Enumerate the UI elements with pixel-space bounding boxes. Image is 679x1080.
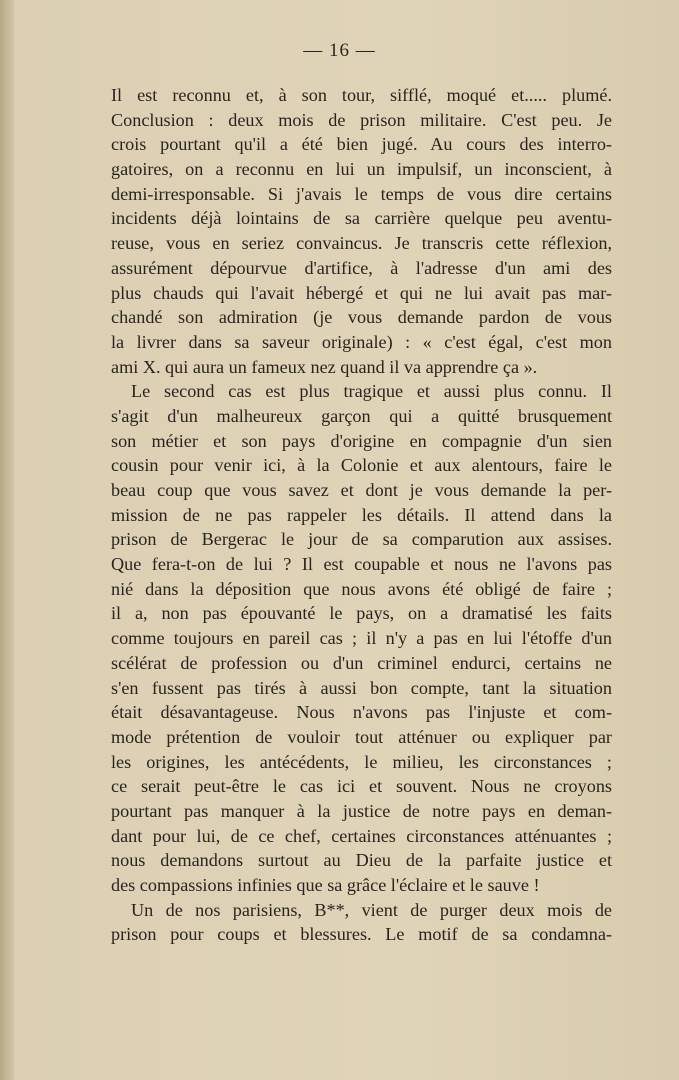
- text-line: incidents déjà lointains de sa carrière quelque peu aventu-: [111, 208, 612, 229]
- text-line: s'en fussent pas tirés à aussi bon compte, tant la situation: [111, 677, 612, 698]
- text-line: nous demandons surtout au Dieu de la parfaite justice et: [111, 850, 612, 871]
- text-line: Que fera-t-on de lui ? Il est coupable et nous ne l'avons pas: [111, 554, 612, 575]
- text-line: reuse, vous en seriez convaincus. Je transcris cette réflexion,: [111, 233, 612, 254]
- text-line: les origines, les antécédents, le milieu, les circonstances ;: [111, 751, 612, 772]
- text-line: crois pourtant qu'il a été bien jugé. Au cours des interro-: [111, 134, 612, 155]
- text-line: ami X. qui aura un fameux nez quand il va apprendre ça ».: [111, 356, 538, 377]
- text-line: Conclusion : deux mois de prison militaire. C'est peu. Je: [111, 109, 612, 130]
- text-line: chandé son admiration (je vous demande pardon de vous: [111, 307, 612, 328]
- text-line: demi-irresponsable. Si j'avais le temps de vous dire certains: [111, 183, 612, 204]
- text-line: dant pour lui, de ce chef, certaines circonstances atténuantes ;: [111, 825, 612, 846]
- text-line: Il est reconnu et, à son tour, sifflé, moqué et..... plumé.: [111, 85, 612, 105]
- text-line: gatoires, on a reconnu en lui un impulsif, un inconscient, à: [111, 159, 612, 180]
- text-line: mode prétention de vouloir tout atténuer ou expliquer par: [111, 726, 612, 747]
- text-line: était désavantageuse. Nous n'avons pas l'injuste et com-: [111, 702, 612, 723]
- text-line: scélérat de profession ou d'un criminel endurci, certains ne: [111, 652, 612, 673]
- text-line: des compassions infinies que sa grâce l'éclaire et le sauve !: [111, 875, 540, 895]
- text-line: son métier et son pays d'origine en compagnie d'un sien: [111, 430, 612, 451]
- text-line: plus chauds qui l'avait hébergé et qui ne lui avait pas mar-: [111, 282, 612, 303]
- text-line: cousin pour venir ici, à la Colonie et aux alentours, faire le: [111, 455, 612, 476]
- text-line: prison pour coups et blessures. Le motif de sa condamna-: [111, 924, 612, 945]
- text-line: ce serait peut-être le cas ici et souvent. Nous ne croyons: [111, 776, 612, 797]
- text-line: assurément dépourvue d'artifice, à l'adresse d'un ami des: [111, 257, 612, 278]
- page-number-header: — 16 —: [303, 40, 376, 61]
- text-line: beau coup que vous savez et dont je vous demande la per-: [111, 480, 612, 500]
- text-line: la livrer dans sa saveur originale) : « c'est égal, c'est mon: [111, 331, 612, 352]
- text-line: Le second cas est plus tragique et aussi plus connu. Il: [131, 381, 612, 402]
- text-line: mission de ne pas rappeler les détails. Il attend dans la: [111, 504, 612, 525]
- text-line: prison de Bergerac le jour de sa comparution aux assises.: [111, 529, 612, 550]
- body-text: [111, 83, 612, 947]
- text-line: Un de nos parisiens, B**, vient de purger deux mois de: [131, 899, 612, 920]
- page-spine-shadow: [0, 0, 14, 1080]
- text-line: pourtant pas manquer à la justice de notre pays en deman-: [111, 800, 612, 821]
- text-line: il a, non pas épouvanté le pays, on a dramatisé les faits: [111, 603, 612, 624]
- text-line: s'agit d'un malheureux garçon qui a quitté brusquement: [111, 405, 612, 426]
- text-line: nié dans la déposition que nous avons été obligé de faire ;: [111, 578, 612, 599]
- text-line: comme toujours en pareil cas ; il n'y a pas en lui l'étoffe d'un: [111, 628, 612, 649]
